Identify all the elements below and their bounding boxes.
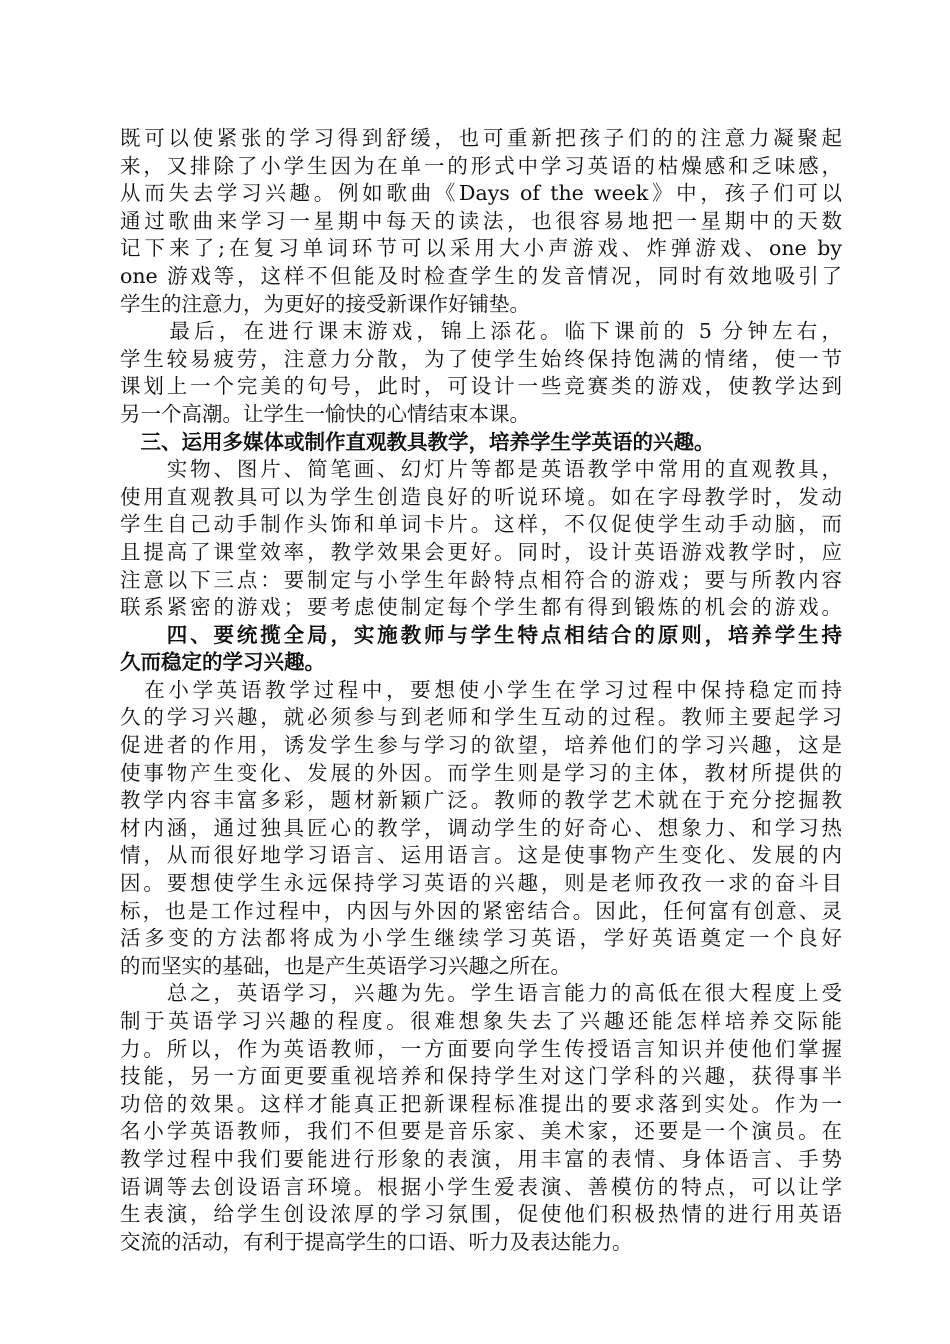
text-line: 情，从而很好地学习语言、运用语言。这是使事物产生变化、发展的内 (120, 843, 842, 868)
text-line: 且提高了课堂效率，教学效果会更好。同时，设计英语游戏教学时，应 (120, 539, 842, 564)
text-line: 教学内容丰富多彩，题材新颖广泛。教师的教学艺术就在于充分挖掘教 (120, 788, 842, 813)
text-line: 使用直观教具可以为学生创造良好的听说环境。如在字母教学时，发动 (120, 484, 842, 509)
text-line: 因。要想使学生永远保持学习英语的兴趣，则是老师孜孜一求的奋斗目 (120, 871, 842, 896)
heading-line: 久而稳定的学习兴趣。 (120, 650, 325, 675)
text-line: 久的学习兴趣，就必须参与到老师和学生互动的过程。教师主要起学习 (120, 705, 842, 730)
text-line: 最后，在进行课末游戏，锦上添花。临下课前的 5 分钟左右， (120, 319, 842, 344)
text-line: 力。所以，作为英语教师，一方面要向学生传授语言知识并使他们掌握 (120, 1036, 842, 1061)
text-line: 既可以使紧张的学习得到舒缓，也可重新把孩子们的的注意力凝聚起 (120, 126, 842, 150)
text-line: one 游戏等，这样不但能及时检查学生的发音情况，同时有效地吸引了 (120, 263, 842, 288)
text-line: 生表演，给学生创设浓厚的学习氛围，促使他们积极热情的进行用英语 (120, 1202, 842, 1227)
paragraph-conclusion (120, 980, 842, 1256)
section-heading-3: 三、运用多媒体或制作直观教具教学，培养学生学英语的兴趣。 (120, 429, 715, 454)
text-line: 课划上一个完美的句号，此时，可设计一些竞赛类的游戏，使教学达到 (120, 374, 842, 399)
text-line: 语调等去创设语言环境。根据小学生爱表演、善模仿的特点，可以让学 (120, 1174, 842, 1199)
text-line: 使事物产生变化、发展的外因。而学生则是学习的主体，教材所提供的 (120, 760, 842, 785)
text-line: 总之，英语学习，兴趣为先。学生语言能力的高低在很大程度上受 (120, 981, 842, 1006)
text-line: 来，又排除了小学生因为在单一的形式中学习英语的枯燥感和乏味感， (120, 153, 842, 178)
text-line: 标，也是工作过程中，内因与外因的紧密结合。因此，任何富有创意、灵 (120, 898, 842, 923)
text-line: 学生自己动手制作头饰和单词卡片。这样，不仅促使学生动手动脑，而 (120, 512, 842, 537)
text-line: 通过歌曲来学习一星期中每天的读法，也很容易地把一星期中的天数 (120, 208, 842, 233)
text-line: 交流的活动，有利于提高学生的口语、听力及表达能力。 (120, 1229, 633, 1254)
text-line: 在小学英语教学过程中，要想使小学生在学习过程中保持稳定而持 (120, 677, 842, 702)
text-line: 另一个高潮。让学生一愉快的心情结束本课。 (120, 401, 530, 426)
paragraph-teacher-student (120, 677, 842, 981)
section-heading-4 (120, 622, 842, 677)
paragraph-end-of-class-games (120, 318, 842, 428)
text-line: 从而失去学习兴趣。例如歌曲《Days of the week》中，孩子们可以 (120, 181, 842, 206)
text-line: 教学过程中我们要能进行形象的表演，用丰富的表情、身体语言、手势 (120, 1146, 842, 1171)
text-line: 注意以下三点：要制定与小学生年龄特点相符合的游戏；要与所教内容 (120, 567, 842, 592)
document-page (120, 125, 842, 1256)
text-line: 制于英语学习兴趣的程度。很难想象失去了兴趣还能怎样培养交际能 (120, 1009, 842, 1033)
text-line: 记下来了;在复习单词环节可以采用大小声游戏、炸弹游戏、one by (120, 236, 842, 261)
text-line: 学生的注意力，为更好的接受新课作好铺垫。 (120, 291, 530, 316)
text-line: 联系紧密的游戏；要考虑使制定每个学生都有得到锻炼的机会的游戏。 (120, 595, 842, 620)
paragraph-games-continued (120, 125, 842, 318)
text-line: 实物、图片、简笔画、幻灯片等都是英语教学中常用的直观教具， (120, 457, 842, 482)
text-line: 功倍的效果。这样才能真正把新课程标准提出的要求落到实处。作为一 (120, 1091, 842, 1116)
paragraph-visual-aids (120, 456, 842, 622)
text-line: 技能，另一方面更要重视培养和保持学生对这门学科的兴趣，获得事半 (120, 1064, 842, 1089)
text-line: 材内涵，通过独具匠心的教学，调动学生的好奇心、想象力、和学习热 (120, 815, 842, 840)
text-line: 促进者的作用，诱发学生参与学习的欲望，培养他们的学习兴趣，这是 (120, 733, 842, 758)
text-line: 名小学英语教师，我们不但要是音乐家、美术家，还要是一个演员。在 (120, 1119, 842, 1144)
heading-line: 四、要统揽全局，实施教师与学生特点相结合的原则，培养学生持 (120, 622, 842, 647)
text-line: 的而坚实的基础，也是产生英语学习兴趣之所在。 (120, 953, 571, 978)
text-line: 学生较易疲劳，注意力分散，为了使学生始终保持饱满的情绪，使一节 (120, 346, 842, 371)
text-line: 活多变的方法都将成为小学生继续学习英语，学好英语奠定一个良好 (120, 926, 842, 951)
